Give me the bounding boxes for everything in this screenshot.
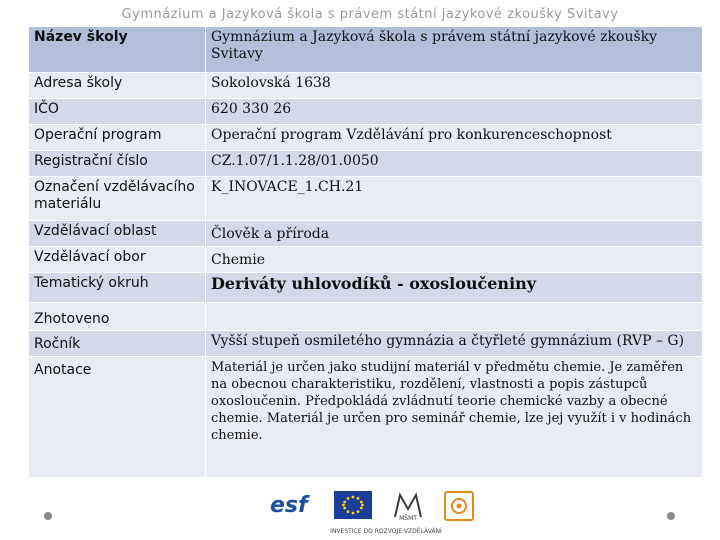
label-annotation: Anotace — [29, 357, 206, 478]
value-program: Operační program Vzdělávání pro konkurenceschopnost — [206, 125, 703, 151]
table-row-program — [29, 125, 703, 151]
slide-header: Gymnázium a Jazyková škola s právem státní jazykové zkoušky Svitavy — [121, 7, 619, 22]
value-registration: CZ.1.07/1.1.28/01.0050 — [206, 151, 703, 177]
table-row-area — [29, 221, 703, 247]
value-material-id: K_INOVACE_1.CH.21 — [206, 177, 703, 221]
value-ico: 620 330 26 — [206, 99, 703, 125]
school-info-table — [28, 26, 703, 478]
table-row-school-name — [29, 27, 703, 73]
label-made: Zhotoveno — [29, 303, 206, 331]
table-row-address — [29, 73, 703, 99]
eu-flag-icon — [334, 491, 372, 519]
label-material-id: Označení vzdělávacího materiálu — [29, 177, 206, 221]
table-row-material-id — [29, 177, 703, 221]
label-address: Adresa školy — [29, 73, 206, 99]
label-registration: Registrační číslo — [29, 151, 206, 177]
value-topic: Deriváty uhlovodíků - oxosloučeniny — [206, 273, 703, 303]
table-row-topic — [29, 273, 703, 303]
value-annotation: Materiál je určen jako studijní materiál v předmětu chemie. Je zaměřen na obecnou charakteristiku, rozdělení, vlastnosti a popis zástupců oxosloučenin. Předpokládá zvládnutí teorie chemické vazby a obecné chemie. Materiál je určen pro seminář chemie, lze jej využít i v hodinách chemie. — [206, 357, 703, 478]
label-program: Operační program — [29, 125, 206, 151]
value-school-name: Gymnázium a Jazyková škola s právem státní jazykové zkoušky Svitavy — [206, 27, 703, 73]
label-subject: Vzdělávací obor — [29, 247, 206, 273]
svg-text:MŠMT: MŠMT — [399, 515, 417, 521]
value-area: Člověk a příroda — [206, 221, 703, 247]
value-grade: Vyšší stupeň osmiletého gymnázia a čtyřleté gymnázium (RVP – G) — [206, 331, 703, 357]
footer-dot-left — [44, 512, 52, 520]
table-row-subject — [29, 247, 703, 273]
label-grade: Ročník — [29, 331, 206, 357]
footer-dot-right — [667, 512, 675, 520]
table-row-registration — [29, 151, 703, 177]
label-topic: Tematický okruh — [29, 273, 206, 303]
logos-caption: INVESTICE DO ROZVOJE VZDĚLÁVÁNÍ — [330, 528, 442, 535]
op-vk-logo — [444, 491, 474, 521]
table-row-annotation — [29, 357, 703, 478]
label-area: Vzdělávací oblast — [29, 221, 206, 247]
table-row-grade — [29, 331, 703, 357]
msmt-logo — [392, 491, 424, 521]
funding-logos — [268, 489, 478, 537]
table-row-made — [29, 303, 703, 331]
esf-logo: esf — [270, 493, 308, 518]
value-subject: Chemie — [206, 247, 703, 273]
value-address: Sokolovská 1638 — [206, 73, 703, 99]
label-ico: IČO — [29, 99, 206, 125]
value-made — [206, 303, 703, 331]
label-school-name: Název školy — [29, 27, 206, 73]
table-row-ico — [29, 99, 703, 125]
